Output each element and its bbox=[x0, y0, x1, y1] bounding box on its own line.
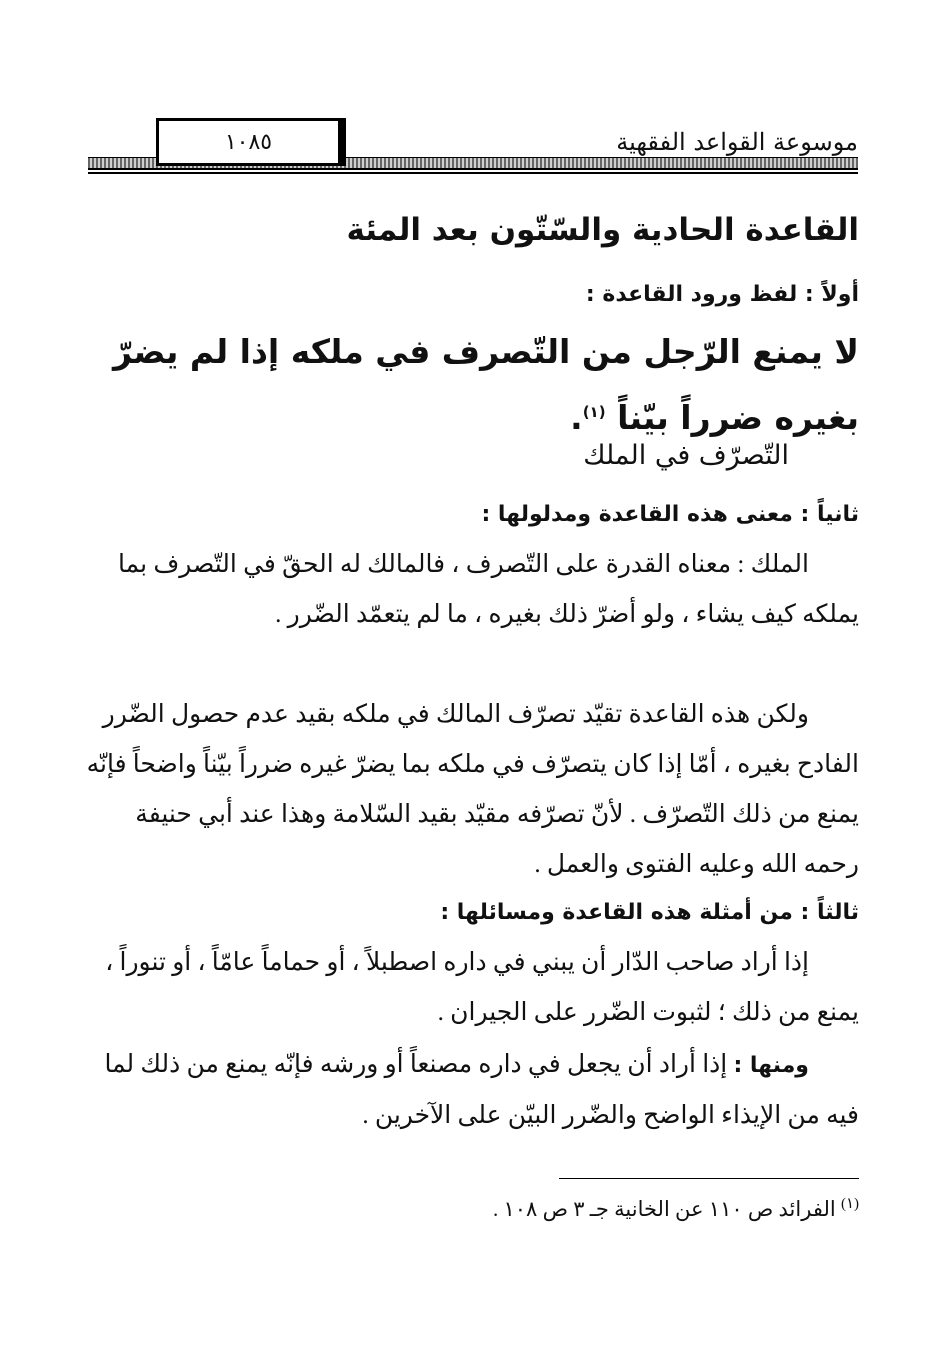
section-2-paragraph-2: ولكن هذه القاعدة تقيّد تصرّف المالك في ملكه بقيد عدم حصول الضّرر الفادح بغيره ، أمّا إذا كان يتصرّف في ملكه بما يضرّ غيره ضرراً بيّناً واضحاً فإنّه يمنع من ذلك التّصرّف . لأنّ تصرّفه مقيّد بقيد السّلامة وهذا عند أبي حنيفة رحمه الله وعليه الفتوى والعمل . bbox=[86, 701, 859, 878]
rule-end: . bbox=[570, 398, 583, 437]
section-3-paragraph-1: إذا أراد صاحب الدّار أن يبني في داره اصطبلاً ، أو حماماً عامّاً ، أو تنوراً ، يمنع من ذلك ؛ لثبوت الضّرر على الجيران . bbox=[105, 949, 859, 1026]
rule-line-2-text: بغيره ضرراً بيّناً bbox=[617, 398, 859, 437]
footnote-rule bbox=[559, 1178, 859, 1179]
footnote bbox=[80, 1194, 859, 1222]
running-title: موسوعة القواعد الفقهية bbox=[616, 128, 858, 156]
footnote-mark: (١) bbox=[840, 1196, 859, 1212]
keyword: التّصرّف في الملك bbox=[583, 440, 789, 471]
footnote-reference: (١) bbox=[582, 403, 606, 421]
header-underline bbox=[88, 172, 858, 174]
rule-line-2 bbox=[80, 382, 859, 448]
example-text: إذا أراد أن يجعل في داره مصنعاً أو ورشه فإنّه يمنع من ذلك لما فيه من الإيذاء الواضح والضّرر البيّن على الآخرين . bbox=[104, 1051, 859, 1129]
page-header bbox=[88, 112, 858, 170]
section-3-label: ثالثاً : من أمثلة هذه القاعدة ومسائلها : bbox=[440, 900, 859, 925]
section-2-label: ثانياً : معنى هذه القاعدة ومدلولها : bbox=[481, 502, 859, 527]
section-2-paragraph-1: الملك : معناه القدرة على التّصرف ، فالمالك له الحقّ في التّصرف بما يملكه كيف يشاء ، ولو أضرّ ذلك بغيره ، ما لم يتعمّد الضّرر . bbox=[118, 551, 859, 628]
rule-line-1: لا يمنع الرّجل من التّصرف في ملكه إذا لم يضرّ bbox=[112, 332, 859, 371]
section-3-paragraph-2 bbox=[80, 1040, 859, 1141]
rule-text bbox=[80, 322, 859, 448]
page-number: ١٠٨٥ bbox=[156, 118, 346, 166]
rule-heading: القاعدة الحادية والسّتّون بعد المئة bbox=[346, 212, 859, 248]
example-lead: ومنها : bbox=[733, 1053, 809, 1078]
section-1-label: أولاً : لفظ ورود القاعدة : bbox=[585, 282, 859, 307]
footnote-text: الفرائد ص ١١٠ عن الخانية جـ ٣ ص ١٠٨ . bbox=[493, 1197, 836, 1221]
